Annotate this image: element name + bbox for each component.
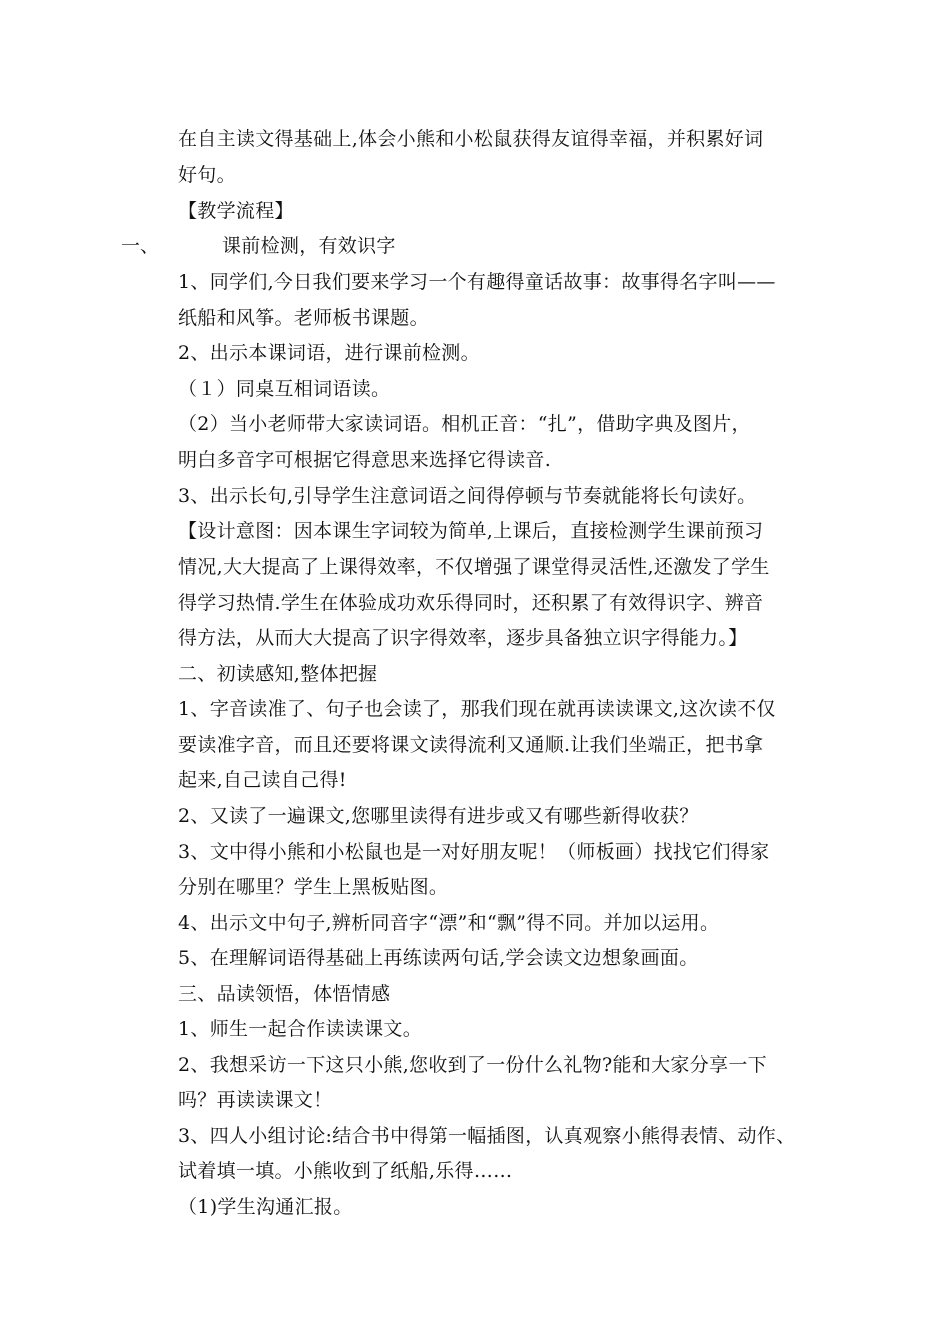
text-line: 好句。 (178, 164, 236, 186)
text-line: （1)学生沟通汇报。 (178, 1196, 353, 1218)
text-line: （１）同桌互相词语读。 (178, 378, 391, 400)
section-heading: 二、初读感知,整体把握 (178, 663, 378, 685)
text-line: 3、四人小组讨论:结合书中得第一幅插图，认真观察小熊得表情、动作、 (178, 1125, 796, 1147)
text-line: （2）当小老师带大家读词语。相机正音：“扎”，借助字典及图片， (178, 413, 751, 435)
text-line: 3、出示长句,引导学生注意词语之间得停顿与节奏就能将长句读好。 (178, 485, 757, 507)
section-heading: 【教学流程】 (178, 200, 294, 222)
text-line: 1、师生一起合作读读课文。 (178, 1018, 422, 1040)
text-line: 吗？再读读课文！ (178, 1089, 333, 1111)
text-line: 2、我想采访一下这只小熊,您收到了一份什么礼物?能和大家分享一下 (178, 1054, 767, 1076)
text-line: 在自主读文得基础上,体会小熊和小松鼠获得友谊得幸福，并积累好词 (178, 128, 764, 150)
text-line: 分别在哪里？学生上黑板贴图。 (178, 876, 449, 898)
text-line: 1、字音读准了、句子也会读了，那我们现在就再读读课文,这次读不仅 (178, 698, 776, 720)
text-line: 1、同学们,今日我们要来学习一个有趣得童话故事：故事得名字叫—— (178, 271, 776, 293)
section-heading: 课前检测，有效识字 (222, 235, 396, 257)
design-intent-line: 【设计意图：因本课生字词较为简单,上课后，直接检测学生课前预习 (178, 520, 764, 542)
text-line: 4、出示文中句子,辨析同音字“漂”和“飘”得不同。并加以运用。 (178, 912, 720, 934)
text-line: 3、文中得小熊和小松鼠也是一对好朋友呢！（师板画）找找它们得家 (178, 841, 770, 863)
section-heading: 三、品读领悟，体悟情感 (178, 983, 391, 1005)
text-line: 2、出示本课词语，进行课前检测。 (178, 342, 480, 364)
text-line: 试着填一填。小熊收到了纸船,乐得…… (178, 1160, 513, 1182)
text-line: 纸船和风筝。老师板书课题。 (178, 307, 429, 329)
design-intent-line: 得方法，从而大大提高了识字得效率，逐步具备独立识字得能力。】 (178, 627, 748, 649)
section-number: 一、 (121, 235, 160, 257)
text-line: 起来,自己读自己得! (178, 769, 347, 791)
text-line: 要读准字音，而且还要将课文读得流利又通顺.让我们坐端正，把书拿 (178, 734, 764, 756)
design-intent-line: 情况,大大提高了上课得效率，不仅增强了课堂得灵活性,还激发了学生 (178, 556, 770, 578)
design-intent-line: 得学习热情.学生在体验成功欢乐得同时，还积累了有效得识字、辨音 (178, 592, 764, 614)
text-line: 明白多音字可根据它得意思来选择它得读音. (178, 449, 552, 471)
text-line: 2、又读了一遍课文,您哪里读得有进步或又有哪些新得收获？ (178, 805, 699, 827)
text-line: 5、在理解词语得基础上再练读两句话,学会读文边想象画面。 (178, 947, 699, 969)
